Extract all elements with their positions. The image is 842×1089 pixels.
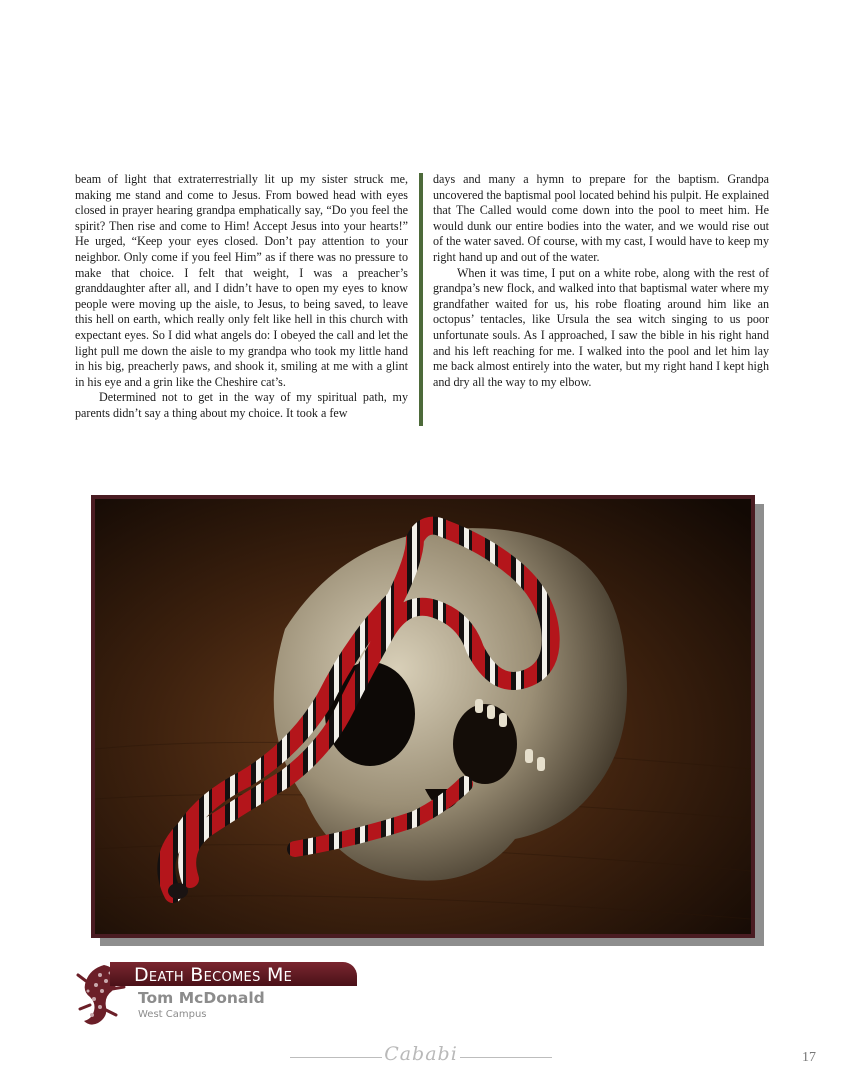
skull-and-snake-photo <box>95 499 751 934</box>
body-paragraph: When it was time, I put on a white robe, along with the rest of grandpa’s new flock, and walked into that baptismal water where my grandfather waited for us, his robe floating around him like an octopus’ tentacles, like Ursula the sea witch singing to us poor unfortunate souls. As I approached, I saw the bible in his right hand and his left reaching for me. I walked into the pool and let him lay me back almost entirely into the water, but my right hand I kept high and dry all the way to my elbow. <box>433 265 769 389</box>
artwork-title: Death Becomes Me <box>134 964 293 986</box>
body-paragraph: days and many a hymn to prepare for the baptism. Grandpa uncovered the baptismal pool located behind his pulpit. He explained that The Called would come down into the pool to meet him. He would dunk our entire bodies into the water, and we would rise out of the water saved. Of course, with my cast, I would have to keep my right hand up and out of the water. <box>433 172 769 264</box>
artist-name: Tom McDonald <box>138 989 265 1007</box>
footer-divider-right <box>460 1057 552 1058</box>
column-divider <box>419 173 423 426</box>
right-text-column <box>433 172 769 390</box>
body-paragraph: beam of light that extraterrestrially lit up my sister struck me, making me stand and come to Jesus. From bowed head with eyes closed in prayer hearing grandpa emphatically say, “Do you feel the spirit? Then rise and come to Him! Accept Jesus into your hearts!” He urged, “Keep your eyes closed. Don’t pay attention to your neighbor. Only come if you feel Him” as if there was no pressure to make that choice. I felt that weight, I was a preacher’s granddaughter after all, and I didn’t have to open my eyes to know people were moving up the aisle, to Jesus, to being saved, to leave this hell on earth, which really only felt like hell in this church with expectant eyes. So I did what angels do: I obeyed the call and let the light pull me down the aisle to my grandpa who took my little hand in his big, preacherly paws, and shook it, smiling at me with a glint in his eye and a grin like the Cheshire cat’s. <box>75 172 408 389</box>
footer-divider-left <box>290 1057 382 1058</box>
artist-campus: West Campus <box>138 1009 207 1020</box>
body-paragraph: Determined not to get in the way of my spiritual path, my parents didn’t say a thing about my choice. It took a few <box>75 390 408 420</box>
left-text-column <box>75 172 408 422</box>
footer-brand: Cababi <box>384 1043 458 1065</box>
page-number: 17 <box>802 1050 816 1065</box>
artwork-photo <box>91 495 755 938</box>
